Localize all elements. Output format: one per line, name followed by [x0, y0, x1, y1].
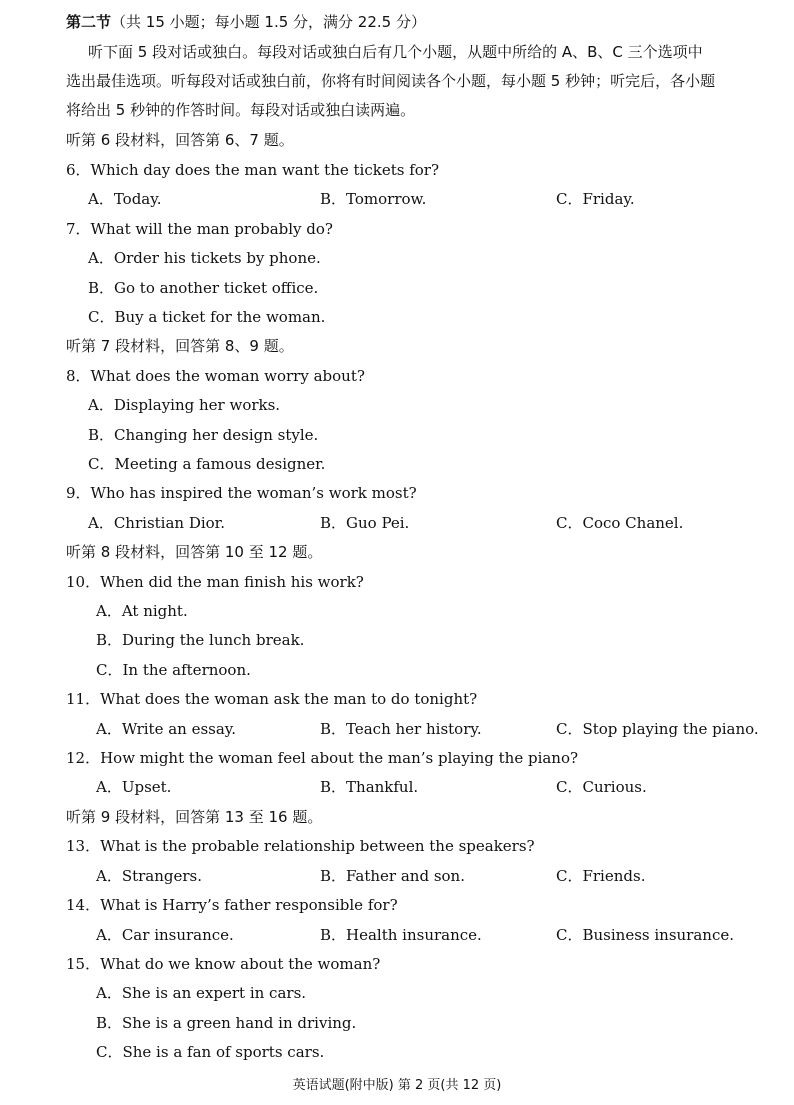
group-header-10-12: 听第 8 段材料，回答第 10 至 12 题。 — [66, 543, 323, 561]
group-header-6-7: 听第 6 段材料，回答第 6、7 题。 — [66, 131, 294, 149]
question-15: 15．What do we know about the woman? — [66, 955, 381, 973]
question-10: 10．When did the man finish his work? — [66, 573, 364, 591]
q12-option-a[interactable]: A．Upset. — [96, 778, 172, 796]
q9-option-b[interactable]: B．Guo Pei. — [320, 514, 410, 532]
q13-option-a[interactable]: A．Strangers. — [96, 867, 203, 885]
instruction-line-1: 听下面 5 段对话或独白。每段对话或独白后有几个小题，从题中所给的 A、B、C 三个选项中 — [88, 43, 703, 61]
section-title: 第二节 — [66, 13, 112, 31]
page-footer: 英语试题(附中版) 第 2 页(共 12 页) — [292, 1078, 502, 1093]
q7-option-a[interactable]: A．Order his tickets by phone. — [88, 249, 321, 267]
q12-option-c[interactable]: C．Curious. — [556, 778, 647, 796]
q15-option-a[interactable]: A．She is an expert in cars. — [96, 984, 307, 1002]
group-header-8-9: 听第 7 段材料，回答第 8、9 题。 — [66, 337, 294, 355]
q6-option-b[interactable]: B．Tomorrow. — [320, 190, 427, 208]
q13-option-c[interactable]: C．Friends. — [556, 867, 646, 885]
question-7: 7．What will the man probably do? — [66, 220, 333, 238]
question-8: 8．What does the woman worry about? — [66, 367, 365, 385]
q9-option-c[interactable]: C．Coco Chanel. — [556, 514, 684, 532]
question-14: 14．What is Harry’s father responsible for? — [66, 896, 398, 914]
q7-option-c[interactable]: C．Buy a ticket for the woman. — [88, 308, 326, 326]
question-11: 11．What does the woman ask the man to do tonight? — [66, 690, 478, 708]
group-header-13-16: 听第 9 段材料，回答第 13 至 16 题。 — [66, 808, 323, 826]
question-9: 9．Who has inspired the woman’s work most? — [66, 484, 417, 502]
section-heading — [66, 12, 426, 32]
q11-option-b[interactable]: B．Teach her history. — [320, 720, 482, 738]
q10-option-c[interactable]: C．In the afternoon. — [96, 661, 251, 679]
q10-option-a[interactable]: A．At night. — [96, 602, 188, 620]
q8-option-c[interactable]: C．Meeting a famous designer. — [88, 455, 326, 473]
q11-option-a[interactable]: A．Write an essay. — [96, 720, 237, 738]
q14-option-b[interactable]: B．Health insurance. — [320, 926, 482, 944]
question-12: 12．How might the woman feel about the man’s playing the piano? — [66, 749, 579, 767]
q12-option-b[interactable]: B．Thankful. — [320, 778, 419, 796]
instruction-line-3: 将给出 5 秒钟的作答时间。每段对话或独白读两遍。 — [66, 101, 416, 119]
question-13: 13．What is the probable relationship between the speakers? — [66, 837, 535, 855]
q6-option-a[interactable]: A．Today. — [88, 190, 162, 208]
question-6: 6．Which day does the man want the tickets for? — [66, 161, 439, 179]
instruction-line-2: 选出最佳选项。听每段对话或独白前，你将有时间阅读各个小题，每小题 5 秒钟；听完后，各小题 — [66, 72, 716, 90]
q10-option-b[interactable]: B．During the lunch break. — [96, 631, 305, 649]
q8-option-a[interactable]: A．Displaying her works. — [88, 396, 281, 414]
q15-option-c[interactable]: C．She is a fan of sports cars. — [96, 1043, 325, 1061]
q11-option-c[interactable]: C．Stop playing the piano. — [556, 720, 759, 738]
q9-option-a[interactable]: A．Christian Dior. — [88, 514, 225, 532]
q14-option-a[interactable]: A．Car insurance. — [96, 926, 234, 944]
q14-option-c[interactable]: C．Business insurance. — [556, 926, 734, 944]
q8-option-b[interactable]: B．Changing her design style. — [88, 426, 319, 444]
q6-option-c[interactable]: C．Friday. — [556, 190, 635, 208]
q7-option-b[interactable]: B．Go to another ticket office. — [88, 279, 319, 297]
q13-option-b[interactable]: B．Father and son. — [320, 867, 465, 885]
section-note: （共 15 小题；每小题 1.5 分，满分 22.5 分） — [111, 13, 426, 31]
q15-option-b[interactable]: B．She is a green hand in driving. — [96, 1014, 357, 1032]
